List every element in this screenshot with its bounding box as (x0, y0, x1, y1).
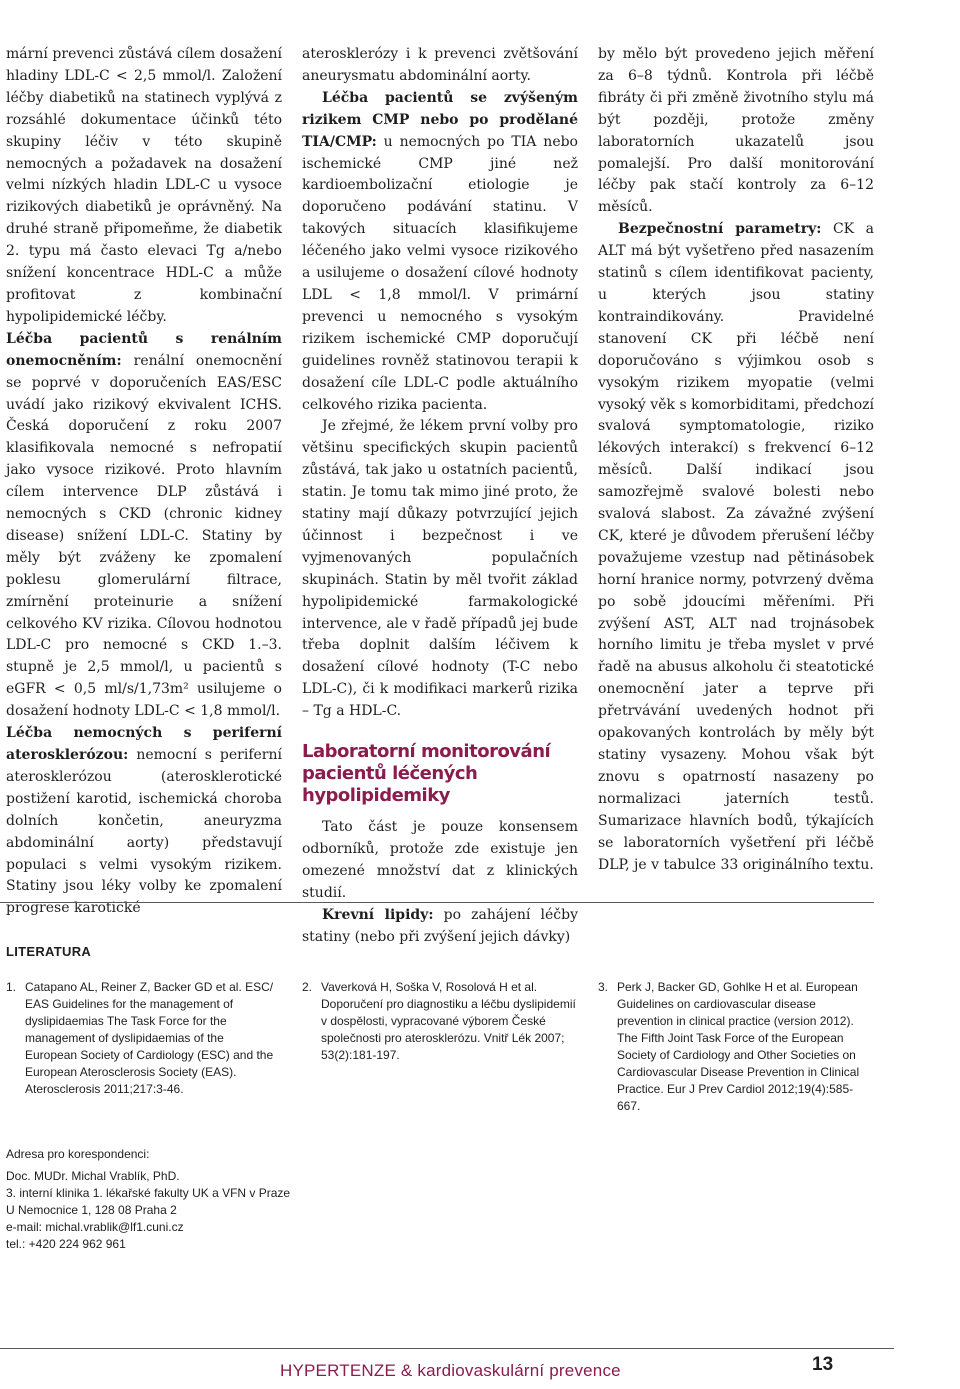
author-name: Doc. MUDr. Michal Vrablík, PhD. (6, 1169, 180, 1183)
divider (0, 902, 874, 903)
reference-text: Vaverková H, Soška V, Rosolová H et al. Doporučení pro diagnostiku a léčbu dyslipidemií v dospělosti, vypracované výborem České společnosti pro aterosklerózu. Vnitř Lék 2007; 53(2):181-197. (321, 980, 576, 1062)
correspondence-address (6, 1146, 290, 1253)
literature-heading: LITERATURA (6, 944, 92, 959)
paragraph: Tato část je pouze konsensem odborníků, protože zde existuje jen omezené množství dat z klinických studií. (302, 819, 578, 901)
run-in-heading: Léčba pacientů se zvýšeným rizikem CMP nebo po prodělané TIA/CMP: (302, 89, 578, 150)
author-department: 3. interní klinika 1. lékařské fakulty UK a VFN v Praze (6, 1186, 291, 1200)
reference-number: 1. (6, 980, 17, 994)
paragraph: aterosklerózy i k prevenci zvětšování aneurysmatu abdominální aorty. (302, 46, 578, 84)
section-heading: Laboratorní monitorování pacientů léčených hypolipidemiky (302, 741, 551, 807)
paragraph (302, 905, 578, 949)
reference-item (598, 979, 874, 1115)
run-in-heading: Léčba pacientů s renálním onemocněním: (6, 330, 282, 369)
paragraph (598, 219, 874, 876)
paragraph (302, 88, 578, 417)
paragraph (6, 329, 282, 723)
paragraph-text: u nemocných po TIA nebo ischemické CMP jiné než kardioembolizační etiologie je doporučeno podávání statinu. V takových situacích klasifikujeme léčeného jako velmi vysoce rizikového a usilujeme o dosažení cílové hodnoty LDL < 1,8 mmol/l. V primární prevenci u nemocného s vysokým rizikem ischemické CMP doporučují guidelines rovněž statinovou terapii k dosažení cíle LDL-C podle aktuálního celkového rizika pacienta. (302, 133, 578, 413)
address-label: Adresa pro korespondenci: (6, 1147, 150, 1161)
paragraph: mární prevenci zůstává cílem dosažení hladiny LDL-C < 2,5 mmol/l. Založení léčby diabetiků na statinech vyplývá z rozsáhlé dokumentace účinků této skupiny léčiv v této skupině nemocných a požadavek na dosažení velmi nízkých hladin LDL-C u vysoce rizikových diabetiků je oprávněný. Na druhé straně připomeňme, že diabetik 2. typu má často elevaci Tg a/nebo snížení koncentrace HDL-C a může profitovat z kombinační hypolipidemické léčby. (6, 46, 282, 325)
reference-text: Perk J, Backer GD, Gohlke H et al. European Guidelines on cardiovascular disease prevention in clinical practice (version 2012). The Fifth Joint Task Force of the European Society of Cardiology and Other Societies on Cardiovascular Disease Prevention in Clinical Practice. Eur J Prev Cardiol 2012;19(4):585-667. (617, 980, 860, 1113)
paragraph-text: po zahájení léčby statiny (nebo při zvýšení jejich dávky) (302, 906, 579, 945)
run-in-heading: Léčba nemocných s periferní aterosklerózou: (6, 725, 282, 763)
paragraph-text: renální onemocnění se poprvé v doporučeních EAS/ESC uvádí jako rizikový ekvivalent ICHS. Česká doporučení z roku 2007 klasifikovala nemocné s nefropatií jako vysoce rizikové. Proto hlavním cílem intervence DLP zůstává i nemocných s CKD (chronic kidney disease) snížení LDL-C. Statiny by měly být zváženy ke zpomalení poklesu glomerulární filtrace, zmírnění proteinurie a snížení celkového KV rizika. Cílovou hodnotou LDL-C pro nemocné s CKD 1.–3. stupně je 2,5 mmol/l, u pacientů s eGFR < 0,5 ml/s/1,73m² usilujeme o dosažení hodnoty LDL-C < 1,8 mmol/l. (6, 352, 282, 720)
reference-item (302, 979, 578, 1064)
author-email: e-mail: michal.vrablik@lf1.cuni.cz (6, 1220, 184, 1234)
reference-item (6, 979, 278, 1098)
footer-rule (0, 1348, 894, 1349)
paragraph (6, 723, 282, 920)
run-in-heading: Bezpečnostní parametry: (618, 221, 822, 238)
text-column-2 (302, 44, 578, 949)
text-column-3 (598, 44, 874, 876)
paragraph-text: nemocní s periferní aterosklerózou (aterosklerotické postižení karotid, ischemická choroba dolních končetin, aneuryzma abdominální aorty) představují populaci s velmi vysokým rizikem. Statiny jsou léky volby ke zpomalení progrese karotické (6, 747, 282, 917)
journal-name: HYPERTENZE & kardiovaskulární prevence (280, 1361, 621, 1380)
page-number: 13 (812, 1354, 834, 1375)
paragraph: Je zřejmé, že lékem první volby pro většinu specifických skupin pacientů zůstává, tak jako u ostatních pacientů, statin. Je tomu tak mimo jiné proto, že statiny mají důkazy potvrzující jejich účinnost i bezpečnost i ve vyjmenovaných populačních skupinách. Statin by měl tvořit základ hypolipidemické farmakologické intervence, ale v řadě případů jej bude třeba doplnit dalším léčivem k dosažení cílové hodnoty (T-C nebo LDL-C), či k modifikaci markerů rizika – Tg a HDL-C. (302, 418, 578, 720)
author-phone: tel.: +420 224 962 961 (6, 1237, 126, 1251)
paragraph: by mělo být provedeno jejich měření za 6–8 týdnů. Kontrola při léčbě fibráty či při změně životního stylu má být později, protože změny laboratorních ukazatelů jsou pomalejší. Pro další monitorování léčby pak stačí kontroly za 6–12 měsíců. (598, 46, 874, 216)
paragraph-text: CK a ALT má být vyšetřeno před nasazením statinů s cílem identifikovat pacienty, u kterých jsou statiny kontraindikovány. Pravidelné stanovení CK při léčbě není doporučováno s výjimkou osob s vysokým rizikem myopatie (velmi vysoký věk s komorbiditami, předchozí svalová symptomatologie, riziko lékových interakcí) s frekvencí 6–12 měsíců. Další indikací jsou samozřejmě svalové bolesti nebo svalová slabost. Za závažné zvýšení CK, které je důvodem přerušení léčby považujeme vzestup nad pětinásobek horní hranice normy, potvrzený dvěma po sobě jdoucími měřeními. Při zvýšení AST, ALT nad trojnásobek horního limitu je třeba myslet v prvé řadě na abusus alkoholu či steatotické onemocnění jater a teprve při přetrvávání uvedených hodnot při opakovaných kontrolách by měly být statiny vysazeny. Mohou však být znovu s opatrností nasazeny po normalizaci jaterních testů. Sumarizace hlavních bodů, týkajících se laboratorních vyšetření při léčbě DLP, je v tabulce 33 originálního textu. (598, 221, 874, 873)
reference-number: 2. (302, 980, 313, 994)
reference-text: Catapano AL, Reiner Z, Backer GD et al. ESC/ EAS Guidelines for the management of dyslipidaemias The Task Force for the management of dyslipidaemias of the European Society of Cardiology (ESC) and the European Aterosclerosis Society (EAS). Aterosclerosis 2011;217:3-46. (25, 980, 274, 1096)
author-street: U Nemocnice 1, 128 08 Praha 2 (6, 1203, 177, 1217)
run-in-heading: Krevní lipidy: (322, 906, 434, 923)
reference-number: 3. (598, 980, 609, 994)
text-column-1 (6, 44, 282, 920)
